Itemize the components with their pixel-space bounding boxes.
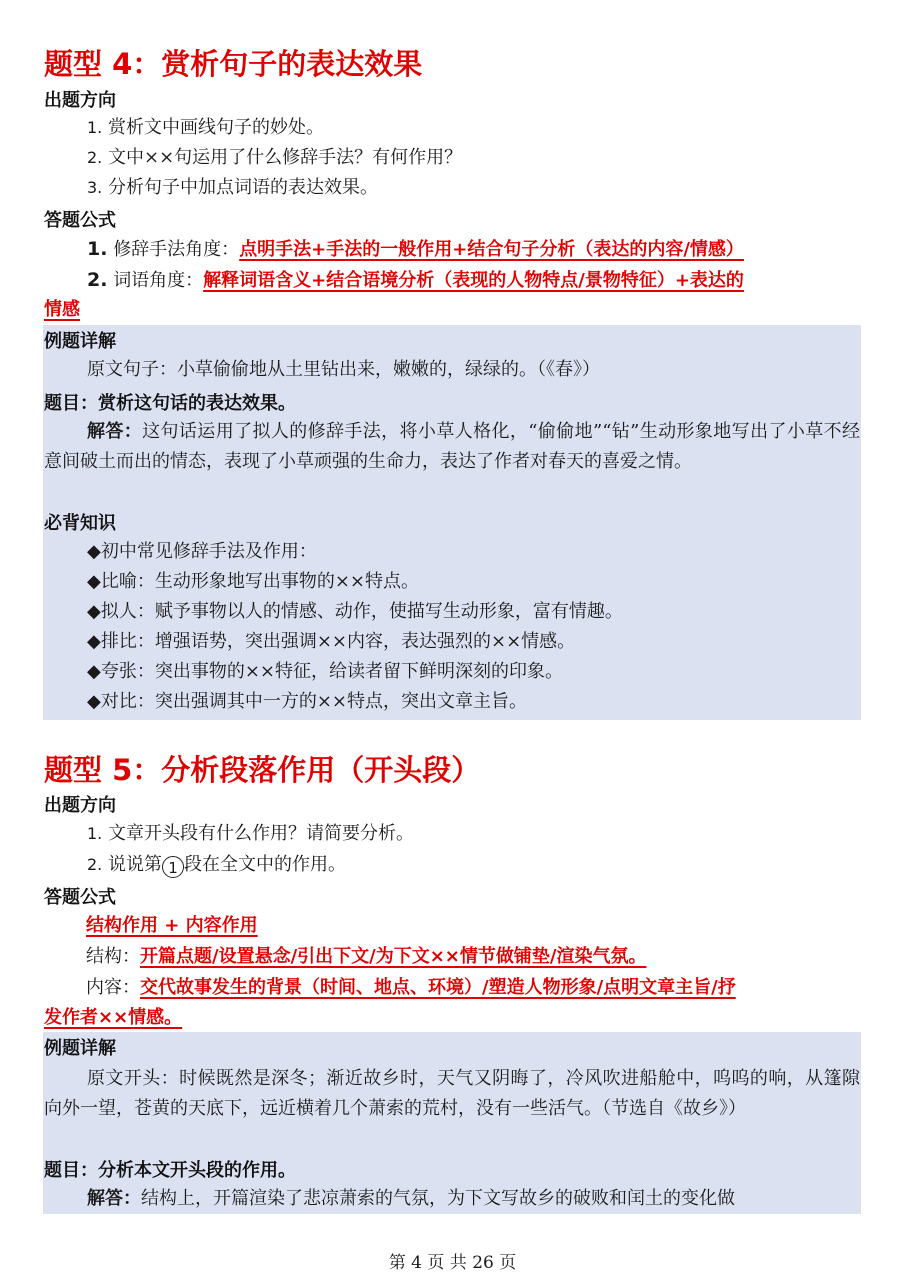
knowledge-item: ◆拟人：赋予事物以人的情感、动作，使描写生动形象，富有情趣。 bbox=[87, 601, 623, 622]
section5-formula-main bbox=[86, 911, 258, 941]
item-number: 3. bbox=[87, 178, 103, 197]
item-number: 1. bbox=[87, 118, 103, 137]
section4-answer bbox=[44, 417, 860, 477]
answer-text: 这句话运用了拟人的修辞手法，将小草人格化，“偷偷地”“钻”生动形象地写出了小草不经意间破土而出的情态，表现了小草顽强的生命力，表达了作者对春天的喜爱之情。 bbox=[44, 421, 860, 472]
page-footer: 第 4 页 共 26 页 bbox=[388, 1253, 517, 1273]
section5-formula-content bbox=[86, 973, 736, 1003]
formula-label: 修辞手法角度： bbox=[113, 239, 240, 260]
section4-direction-item bbox=[87, 173, 378, 203]
knowledge-item: ◆比喻：生动形象地写出事物的××特点。 bbox=[87, 571, 420, 592]
section5-direction-item bbox=[87, 850, 346, 880]
item-number: 2. bbox=[87, 855, 103, 874]
item-text-after: 段在全文中的作用。 bbox=[184, 854, 346, 875]
section4-title: 题型 4：赏析句子的表达效果 bbox=[44, 47, 423, 81]
formula-answer-cont: 情感 bbox=[44, 299, 80, 320]
item-number: 2. bbox=[87, 269, 108, 291]
section4-formula-item bbox=[87, 234, 744, 265]
section4-question: 题目：赏析这句话的表达效果。 bbox=[44, 393, 296, 414]
section4-direction-item bbox=[87, 113, 324, 143]
knowledge-item: ◆初中常见修辞手法及作用： bbox=[87, 541, 317, 562]
knowledge-item: ◆对比：突出强调其中一方的××特点，突出文章主旨。 bbox=[87, 691, 528, 712]
section4-knowledge-heading: 必背知识 bbox=[44, 513, 116, 534]
section5-formula-heading: 答题公式 bbox=[44, 887, 116, 908]
section5-formula-content-cont bbox=[44, 1003, 182, 1033]
section5-formula-structure bbox=[86, 942, 646, 972]
item-text: 文章开头段有什么作用？请简要分析。 bbox=[108, 823, 414, 844]
formula-label: 词语角度： bbox=[113, 270, 204, 291]
section5-example-text: 原文开头：时候既然是深冬；渐近故乡时，天气又阴晦了，冷风吹进船舱中，呜呜的响，从篷隙向外一望，苍黄的天底下，远近横着几个萧索的荒村，没有一些活气。（节选自《故乡》） bbox=[44, 1068, 860, 1119]
answer-label: 解答： bbox=[87, 421, 143, 442]
section5-direction-item bbox=[87, 819, 414, 849]
structure-label: 结构： bbox=[86, 946, 140, 967]
section4-example-heading: 例题详解 bbox=[44, 331, 116, 352]
answer-text: 结构上，开篇渲染了悲凉萧索的气氛，为下文写故乡的破败和闰土的变化做 bbox=[141, 1188, 735, 1209]
section4-direction-heading: 出题方向 bbox=[44, 90, 116, 111]
item-text: 文中××句运用了什么修辞手法？有何作用？ bbox=[108, 147, 463, 168]
section5-answer bbox=[44, 1184, 860, 1214]
content-label: 内容： bbox=[86, 977, 140, 998]
circled-number: 1 bbox=[162, 856, 184, 878]
formula-answer: 点明手法+手法的一般作用+结合句子分析（表达的内容/情感） bbox=[239, 239, 744, 260]
knowledge-item: ◆夸张：突出事物的××特征，给读者留下鲜明深刻的印象。 bbox=[87, 661, 564, 682]
section4-formula-heading: 答题公式 bbox=[44, 210, 116, 231]
section5-example-box bbox=[43, 1032, 861, 1214]
section5-example-heading: 例题详解 bbox=[44, 1038, 116, 1059]
structure-answer: 开篇点题/设置悬念/引出下文/为下文××情节做铺垫/渲染气氛。 bbox=[140, 946, 647, 967]
answer-label: 解答： bbox=[87, 1188, 141, 1209]
item-number: 2. bbox=[87, 148, 103, 167]
item-text: 分析句子中加点词语的表达效果。 bbox=[108, 177, 378, 198]
section5-direction-heading: 出题方向 bbox=[44, 795, 116, 816]
item-text-before: 说说第 bbox=[108, 854, 162, 875]
section4-example-text: 原文句子：小草偷偷地从土里钻出来，嫩嫩的，绿绿的。（《春》） bbox=[87, 359, 600, 380]
formula-main: 结构作用 + 内容作用 bbox=[86, 915, 258, 936]
section4-example-box bbox=[43, 325, 861, 720]
content-answer-cont: 发作者××情感。 bbox=[44, 1007, 183, 1028]
item-number: 1. bbox=[87, 238, 108, 260]
section4-formula-item-cont bbox=[44, 295, 80, 325]
knowledge-item: ◆排比：增强语势，突出强调××内容，表达强烈的××情感。 bbox=[87, 631, 576, 652]
content-answer: 交代故事发生的背景（时间、地点、环境）/塑造人物形象/点明文章主旨/抒 bbox=[140, 977, 736, 998]
item-text: 赏析文中画线句子的妙处。 bbox=[108, 117, 324, 138]
section4-formula-item bbox=[87, 265, 744, 296]
section5-question: 题目：分析本文开头段的作用。 bbox=[44, 1160, 296, 1181]
section4-direction-item bbox=[87, 143, 462, 173]
formula-answer: 解释词语含义+结合语境分析（表现的人物特点/景物特征）+表达的 bbox=[203, 270, 744, 291]
item-number: 1. bbox=[87, 824, 103, 843]
section5-title: 题型 5：分析段落作用（开头段） bbox=[44, 753, 481, 787]
